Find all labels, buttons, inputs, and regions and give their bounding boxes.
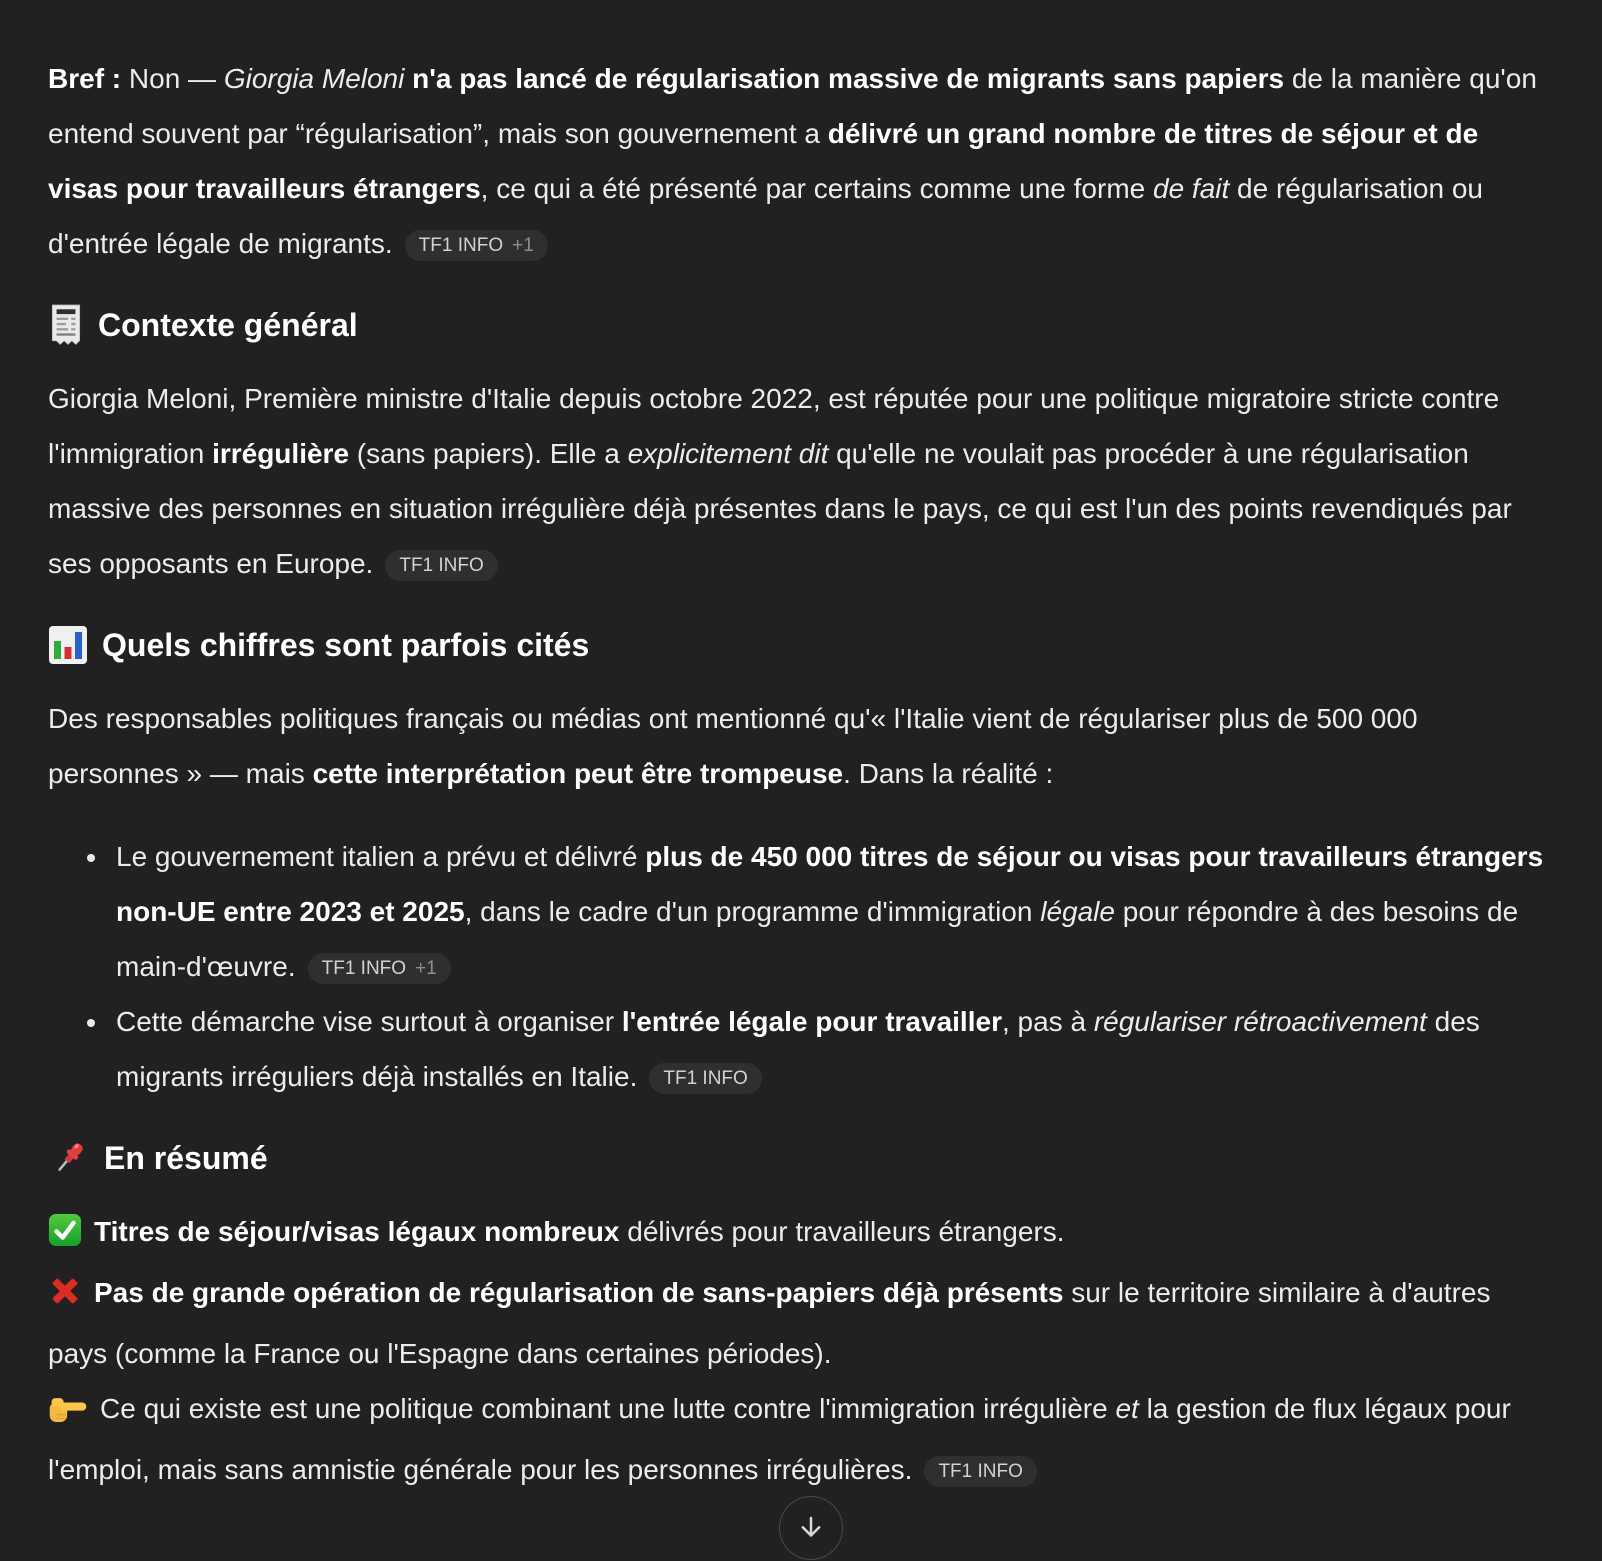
citation-source-label: TF1 INFO bbox=[399, 555, 484, 577]
text-segment: Ce qui existe est une politique combinant une lutte contre l'immigration irrégulière bbox=[100, 1393, 1116, 1424]
text-segment: de la manière qu'on entend souvent par “régularisation”, mais son gouvernement a bbox=[48, 63, 1537, 149]
text-segment: qu'elle ne voulait pas procéder à une régularisation massive des personnes en situation irrégulière déjà présentes dans le pays, ce qui est l'un des points revendiqués par ses opposants en Europe. bbox=[48, 438, 1512, 579]
text-segment: Giorgia Meloni bbox=[223, 63, 405, 94]
text-segment: Giorgia Meloni, Première ministre d'Italie depuis octobre 2022, est réputée pour une politique migratoire stricte contre l'immigration bbox=[48, 383, 1500, 469]
pushpin-icon bbox=[48, 1137, 90, 1179]
scroll-to-bottom-button[interactable] bbox=[779, 1496, 843, 1560]
citation-badge-tf1-info[interactable] bbox=[649, 1063, 761, 1094]
text-segment: . Dans la réalité : bbox=[843, 758, 1054, 789]
text-segment: pour répondre à des besoins de main-d'œuvre. bbox=[116, 896, 1519, 982]
text-segment: Des responsables politiques français ou médias ont mentionné qu'« l'Italie vient de régulariser plus de 500 000 personnes » — mais bbox=[48, 703, 1418, 789]
citation-extra-count: +1 bbox=[512, 235, 534, 257]
citation-source-label: TF1 INFO bbox=[938, 1461, 1023, 1483]
text-segment: cette interprétation peut être trompeuse bbox=[312, 758, 844, 789]
text-segment: sur le territoire similaire à d'autres pays (comme la France ou l'Espagne dans certaines périodes). bbox=[48, 1277, 1491, 1369]
section-heading-text: En résumé bbox=[104, 1140, 268, 1176]
text-segment: Pas de grande opération de régularisation de sans-papiers déjà présents bbox=[94, 1277, 1064, 1308]
list-item bbox=[110, 829, 1554, 994]
text-segment: , ce qui a été présenté par certains comme une forme bbox=[480, 173, 1153, 204]
text-segment: Cette démarche vise surtout à organiser bbox=[116, 1006, 622, 1037]
citation-source-label: TF1 INFO bbox=[321, 958, 407, 980]
citation-source-label: TF1 INFO bbox=[418, 235, 504, 257]
summary-paragraph bbox=[48, 1204, 1554, 1497]
section-heading-contexte-general bbox=[48, 301, 1554, 349]
context-paragraph bbox=[48, 371, 1554, 591]
citation-badge-tf1-info[interactable] bbox=[308, 953, 451, 984]
intro-paragraph bbox=[48, 51, 1554, 271]
section-heading-resume bbox=[48, 1134, 1554, 1182]
arrow-down-icon bbox=[796, 1506, 826, 1561]
citation-extra-count: +1 bbox=[415, 958, 437, 980]
section-heading-chiffres bbox=[48, 621, 1554, 669]
text-segment: régulariser rétroactivement bbox=[1093, 1006, 1427, 1037]
text-segment: et bbox=[1115, 1393, 1139, 1424]
citation-source-label: TF1 INFO bbox=[663, 1068, 748, 1090]
text-segment: Bref : bbox=[48, 63, 122, 94]
text-segment: plus de 450 000 titres de séjour ou visas pour travailleurs étrangers non-UE entre 2023 et 2025 bbox=[116, 841, 1544, 927]
cross-icon bbox=[48, 1271, 82, 1326]
text-segment: de fait bbox=[1153, 173, 1230, 204]
text-segment: la gestion de flux légaux pour l'emploi, mais sans amnistie générale pour les personnes irrégulières. bbox=[48, 1393, 1511, 1485]
section-heading-text: Quels chiffres sont parfois cités bbox=[102, 627, 590, 663]
text-segment: légale bbox=[1040, 896, 1115, 927]
text-segment: Titres de séjour/visas légaux nombreux bbox=[94, 1216, 620, 1247]
point-right-icon bbox=[48, 1387, 88, 1442]
text-segment: , pas à bbox=[1001, 1006, 1094, 1037]
citation-badge-tf1-info[interactable] bbox=[924, 1456, 1036, 1487]
text-segment: délivrés pour travailleurs étrangers. bbox=[619, 1216, 1065, 1247]
text-segment: n'a pas lancé de régularisation massive de migrants sans papiers bbox=[404, 63, 1285, 94]
figures-bullet-list bbox=[48, 829, 1554, 1104]
citation-badge-tf1-info[interactable] bbox=[405, 230, 548, 261]
text-segment: irrégulière bbox=[212, 438, 350, 469]
text-segment: Le gouvernement italien a prévu et délivré bbox=[116, 841, 646, 872]
citation-badge-tf1-info[interactable] bbox=[385, 550, 497, 581]
text-segment: l'entrée légale pour travailler bbox=[621, 1006, 1002, 1037]
receipt-icon bbox=[48, 303, 84, 347]
text-segment: de régularisation ou d'entrée légale de migrants. bbox=[48, 173, 1484, 259]
text-segment: des migrants irréguliers déjà installés en Italie. bbox=[116, 1006, 1480, 1092]
list-item bbox=[110, 994, 1554, 1104]
text-segment: explicitement dit bbox=[627, 438, 829, 469]
text-segment: délivré un grand nombre de titres de séjour et de visas pour travailleurs étrangers bbox=[48, 118, 1479, 204]
text-segment: (sans papiers). Elle a bbox=[349, 438, 628, 469]
check-icon bbox=[48, 1210, 82, 1265]
figures-paragraph bbox=[48, 691, 1554, 801]
bar-chart-icon bbox=[48, 625, 88, 665]
text-segment: Non — bbox=[121, 63, 224, 94]
text-segment: , dans le cadre d'un programme d'immigration bbox=[464, 896, 1041, 927]
section-heading-text: Contexte général bbox=[98, 307, 358, 343]
